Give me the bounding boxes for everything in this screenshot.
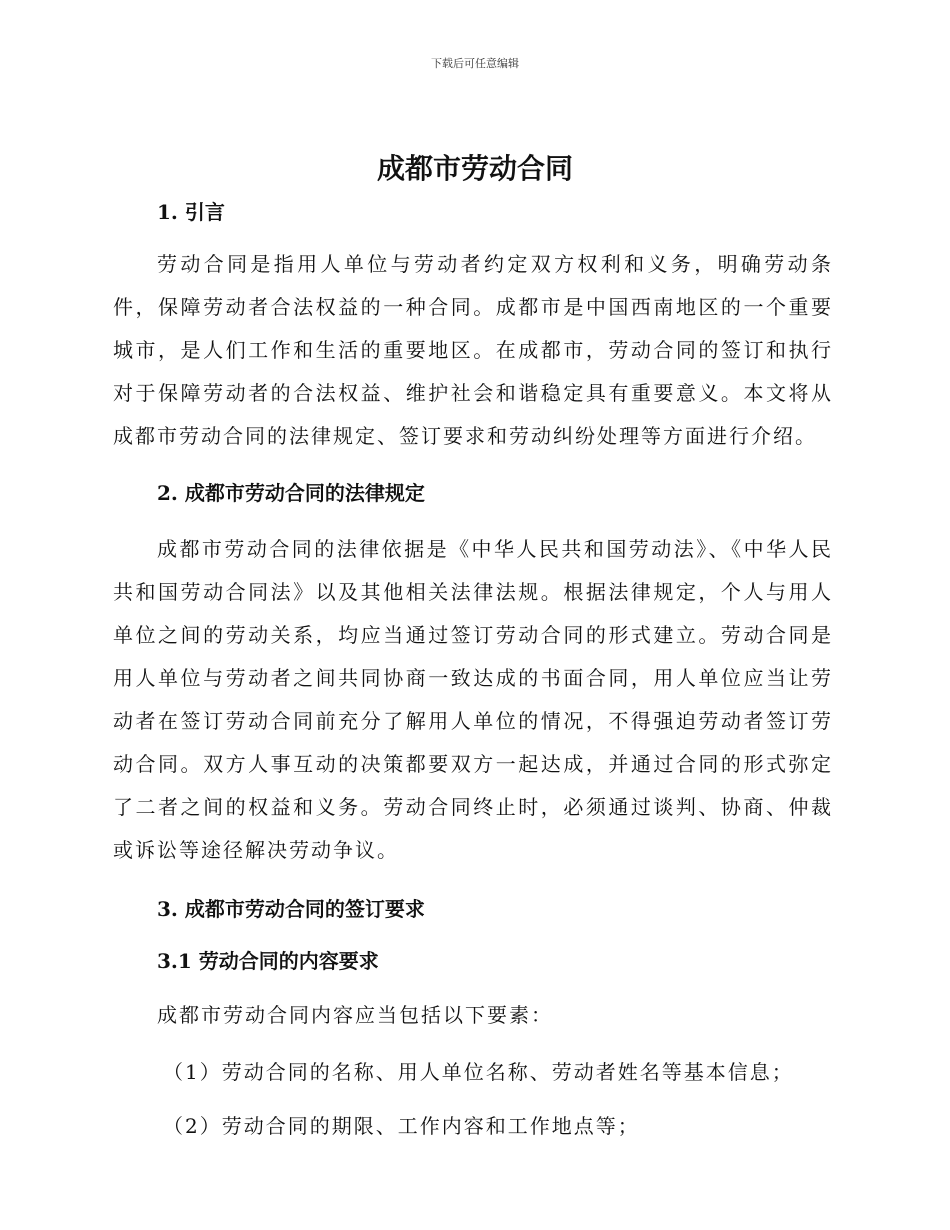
paragraph-legal: 成都市劳动合同的法律依据是《中华人民共和国劳动法》、《中华人民共和国劳动合同法》以及其他相关法律法规。根据法律规定，个人与用人单位之间的劳动关系，均应当通过签订劳动合同的形式建立。劳动合同是用人单位与劳动者之间共同协商一致达成的书面合同，用人单位应当让劳动者在签订劳动合同前充分了解用人单位的情况，不得强迫劳动者签订劳动合同。双方人事互动的决策都要双方一起达成，并通过合同的形式弥定了二者之间的权益和义务。劳动合同终止时，必须通过谈判、协商、仲裁或诉讼等途径解决劳动争议。 bbox=[113, 537, 833, 862]
document-body bbox=[113, 195, 833, 1143]
section-heading-intro: 1. 引言 bbox=[157, 200, 225, 224]
paragraph-content: 成都市劳动合同内容应当包括以下要素： bbox=[157, 1003, 553, 1027]
subsection-heading-content: 3.1 劳动合同的内容要求 bbox=[157, 949, 379, 973]
paragraph-intro: 劳动合同是指用人单位与劳动者约定双方权利和义务，明确劳动条件，保障劳动者合法权益的一种合同。成都市是中国西南地区的一个重要城市，是人们工作和生活的重要地区。在成都市，劳动合同的签订和执行对于保障劳动者的合法权益、维护社会和谐稳定具有重要意义。本文将从成都市劳动合同的法律规定、签订要求和劳动纠纷处理等方面进行介绍。 bbox=[113, 252, 833, 448]
section-heading-legal: 2. 成都市劳动合同的法律规定 bbox=[157, 481, 425, 505]
document-title: 成都市劳动合同 bbox=[376, 152, 573, 185]
list-item: （2）劳动合同的期限、工作内容和工作地点等； bbox=[163, 1114, 640, 1138]
section-heading-signing: 3. 成都市劳动合同的签订要求 bbox=[157, 897, 425, 921]
header-note: 下载后可任意编辑 bbox=[431, 57, 519, 70]
list-item: （1）劳动合同的名称、用人单位名称、劳动者姓名等基本信息； bbox=[163, 1060, 794, 1084]
